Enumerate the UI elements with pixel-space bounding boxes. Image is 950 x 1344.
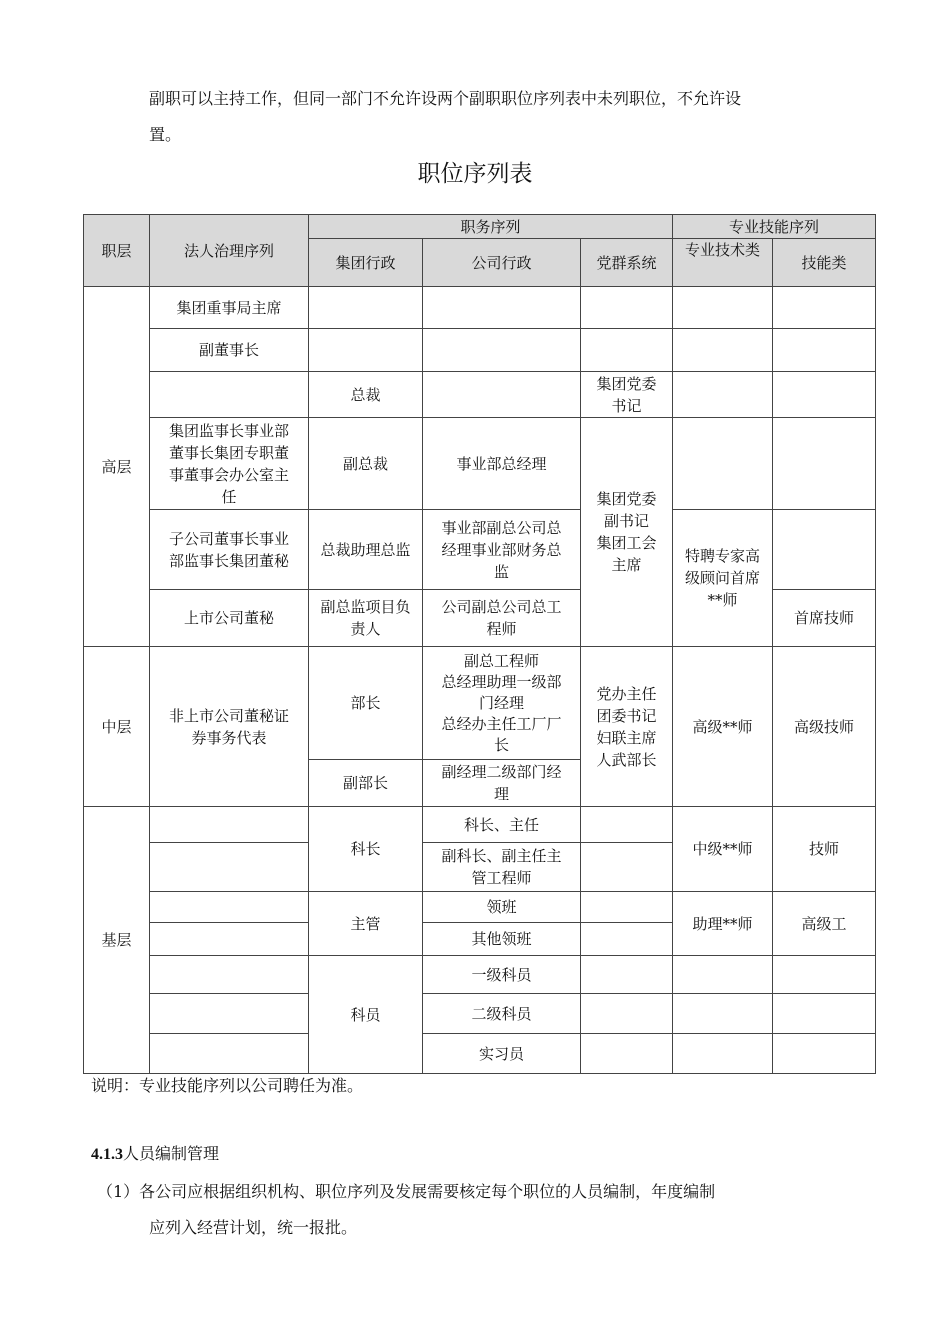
table-cell: 集团党委 副书记 集团工会 主席 (581, 418, 673, 647)
table-cell (150, 372, 309, 418)
table-note: 说明：专业技能序列以公司聘任为准。 (91, 1076, 364, 1095)
table-cell: 公司副总公司总工 程师 (423, 590, 581, 647)
table-cell (150, 923, 309, 956)
table-cell (773, 372, 876, 418)
intro-line-2: 置。 (149, 125, 182, 144)
table-cell: 技师 (773, 807, 876, 892)
table-cell: 二级科员 (423, 994, 581, 1034)
table-cell (673, 956, 773, 994)
table-cell (150, 807, 309, 843)
table-cell: 上市公司董秘 (150, 590, 309, 647)
table-cell: 副总工程师 总经理助理一级部 门经理 总经办主任工厂厂 长 (423, 647, 581, 760)
section-heading (91, 1143, 219, 1166)
table-cell (581, 994, 673, 1034)
table-cell: 事业部总经理 (423, 418, 581, 510)
table-cell (673, 418, 773, 510)
table-cell (581, 329, 673, 372)
table-cell: 首席技师 (773, 590, 876, 647)
table-cell: 总裁助理总监 (309, 510, 423, 590)
header-duty-sequence: 职务序列 (309, 215, 673, 239)
table-cell (309, 287, 423, 329)
table-cell (773, 1034, 876, 1074)
table-cell: 副经理二级部门经 理 (423, 760, 581, 807)
table-cell: 助理**师 (673, 892, 773, 956)
table-cell (581, 956, 673, 994)
table-cell: 领班 (423, 892, 581, 923)
table-cell: 集团监事长事业部 董事长集团专职董 事董事会办公室主 任 (150, 418, 309, 510)
table-cell: 子公司董事长事业 部监事长集团董秘 (150, 510, 309, 590)
header-company-admin: 公司行政 (423, 239, 581, 287)
table-cell (150, 892, 309, 923)
header-skill: 技能类 (773, 239, 876, 287)
table-cell: 总裁 (309, 372, 423, 418)
table-cell (773, 329, 876, 372)
table-cell (423, 329, 581, 372)
header-level: 职层 (84, 215, 150, 287)
table-cell: 集团重事局主席 (150, 287, 309, 329)
table-cell (581, 1034, 673, 1074)
section-item-1-line-2: 应列入经营计划，统一报批。 (149, 1218, 358, 1237)
table-cell: 高级工 (773, 892, 876, 956)
table-cell: 事业部副总公司总 经理事业部财务总 监 (423, 510, 581, 590)
table-cell (581, 843, 673, 892)
table-cell (423, 287, 581, 329)
table-cell: 主管 (309, 892, 423, 956)
table-cell: 副董事长 (150, 329, 309, 372)
table-cell: 高级技师 (773, 647, 876, 807)
table-cell (309, 329, 423, 372)
table-cell: 非上市公司董秘证 券事务代表 (150, 647, 309, 807)
table-cell: 副总裁 (309, 418, 423, 510)
level-base: 基层 (84, 807, 150, 1074)
table-cell: 副科长、副主任主 管工程师 (423, 843, 581, 892)
table-cell (673, 994, 773, 1034)
table-cell: 特聘专家高 级顾问首席 **师 (673, 510, 773, 647)
table-cell: 部长 (309, 647, 423, 760)
table-cell (773, 418, 876, 510)
level-mid: 中层 (84, 647, 150, 807)
table-cell (423, 372, 581, 418)
section-title: 人员编制管理 (123, 1144, 220, 1163)
table-cell (581, 807, 673, 843)
table-cell: 一级科员 (423, 956, 581, 994)
header-corp-governance: 法人治理序列 (150, 215, 309, 287)
table-cell (673, 287, 773, 329)
table-cell: 科员 (309, 956, 423, 1074)
table-cell (773, 956, 876, 994)
table-cell (150, 843, 309, 892)
table-cell (673, 1034, 773, 1074)
table-cell: 副总监项目负 责人 (309, 590, 423, 647)
position-sequence-table (83, 214, 876, 1074)
table-cell (150, 1034, 309, 1074)
table-cell (581, 923, 673, 956)
table-cell: 科长、主任 (423, 807, 581, 843)
table-title: 职位序列表 (417, 161, 533, 187)
table-cell: 党办主任 团委书记 妇联主席 人武部长 (581, 647, 673, 807)
table-cell: 中级**师 (673, 807, 773, 892)
table-cell: 副部长 (309, 760, 423, 807)
table-cell (773, 287, 876, 329)
table-cell: 其他领班 (423, 923, 581, 956)
table-cell: 集团党委 书记 (581, 372, 673, 418)
section-item-1-line-1: （1）各公司应根据组织机构、职位序列及发展需要核定每个职位的人员编制，年度编制 (97, 1182, 716, 1201)
table-cell (150, 994, 309, 1034)
header-party-system: 党群系统 (581, 239, 673, 287)
table-cell: 科长 (309, 807, 423, 892)
level-high: 高层 (84, 287, 150, 647)
table-cell (581, 892, 673, 923)
header-tech: 专业技术类 (673, 239, 773, 287)
table-cell (673, 329, 773, 372)
intro-line-1: 副职可以主持工作，但同一部门不允许设两个副职职位序列表中未列职位，不允许设 (149, 89, 742, 108)
table-cell: 实习员 (423, 1034, 581, 1074)
table-cell (673, 372, 773, 418)
header-professional-sequence: 专业技能序列 (673, 215, 876, 239)
table-cell (773, 994, 876, 1034)
table-cell (773, 510, 876, 590)
header-group-admin: 集团行政 (309, 239, 423, 287)
table-cell: 高级**师 (673, 647, 773, 807)
table-cell (150, 956, 309, 994)
section-number: 4.1.3 (91, 1146, 123, 1163)
table-cell (581, 287, 673, 329)
